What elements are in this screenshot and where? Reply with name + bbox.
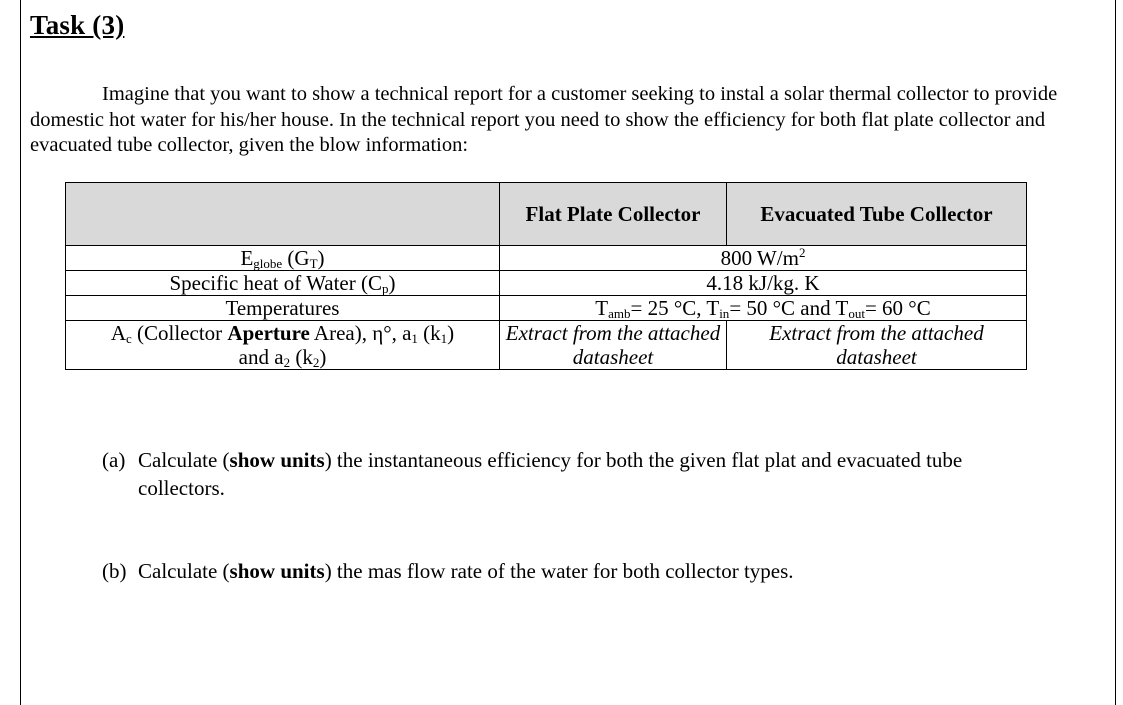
specific-heat-label: Specific heat of Water $(C_p)$: [66, 271, 500, 296]
eglobe-label: $E_{globe}$ $(G_T)$: [66, 246, 500, 271]
specific-heat-value: 4.18 kJ/kg. K: [500, 271, 1027, 296]
table-row-specific-heat: [66, 271, 1027, 296]
question-b: (b) Calculate (show units) the mas flow rate of the water for both collector types.: [102, 559, 794, 583]
task-title: Task (3): [30, 10, 125, 40]
evacuated-tube-datasheet-value: Extract from the attached datasheet: [727, 321, 1027, 370]
collector-params-label: $A_c$ (Collector Aperture Area), η°, $a_1$ $(k_1)$ and $a_2$ $(k_2)$: [66, 321, 500, 370]
question-a-continuation: collectors.: [138, 476, 225, 500]
flat-plate-datasheet-value: Extract from the attached datasheet: [500, 321, 727, 370]
table-header-row: [66, 183, 1027, 246]
question-a-marker: (a): [102, 448, 126, 472]
temperatures-value: $T_{amb}= 25$ °C, $T_{in}= 50$ °C and $T_{out}= 60$ °C: [500, 296, 1027, 321]
table-row-temperatures: [66, 296, 1027, 321]
specification-table: [65, 182, 1027, 370]
intro-paragraph: Imagine that you want to show a technical report for a customer seeking to instal a solar thermal collector to provide domestic hot water for his/her house. In the technical report you need to show the efficiency for both flat plate collector and evacuated tube collector, given the blow information:: [30, 83, 1058, 156]
header-evacuated-tube: Evacuated Tube Collector: [727, 183, 1027, 246]
table-row-collector-params: [66, 321, 1027, 370]
question-b-marker: (b): [102, 559, 127, 583]
header-flat-plate: Flat Plate Collector: [500, 183, 727, 246]
table-row-eglobe: [66, 246, 1027, 271]
header-empty-cell: [66, 183, 500, 246]
question-a: (a) Calculate (show units) the instantaneous efficiency for both the given flat plat and evacuated tube collectors.: [102, 446, 1107, 502]
eglobe-value: 800 $W/m^2$: [500, 246, 1027, 271]
temperatures-label: Temperatures: [66, 296, 500, 321]
